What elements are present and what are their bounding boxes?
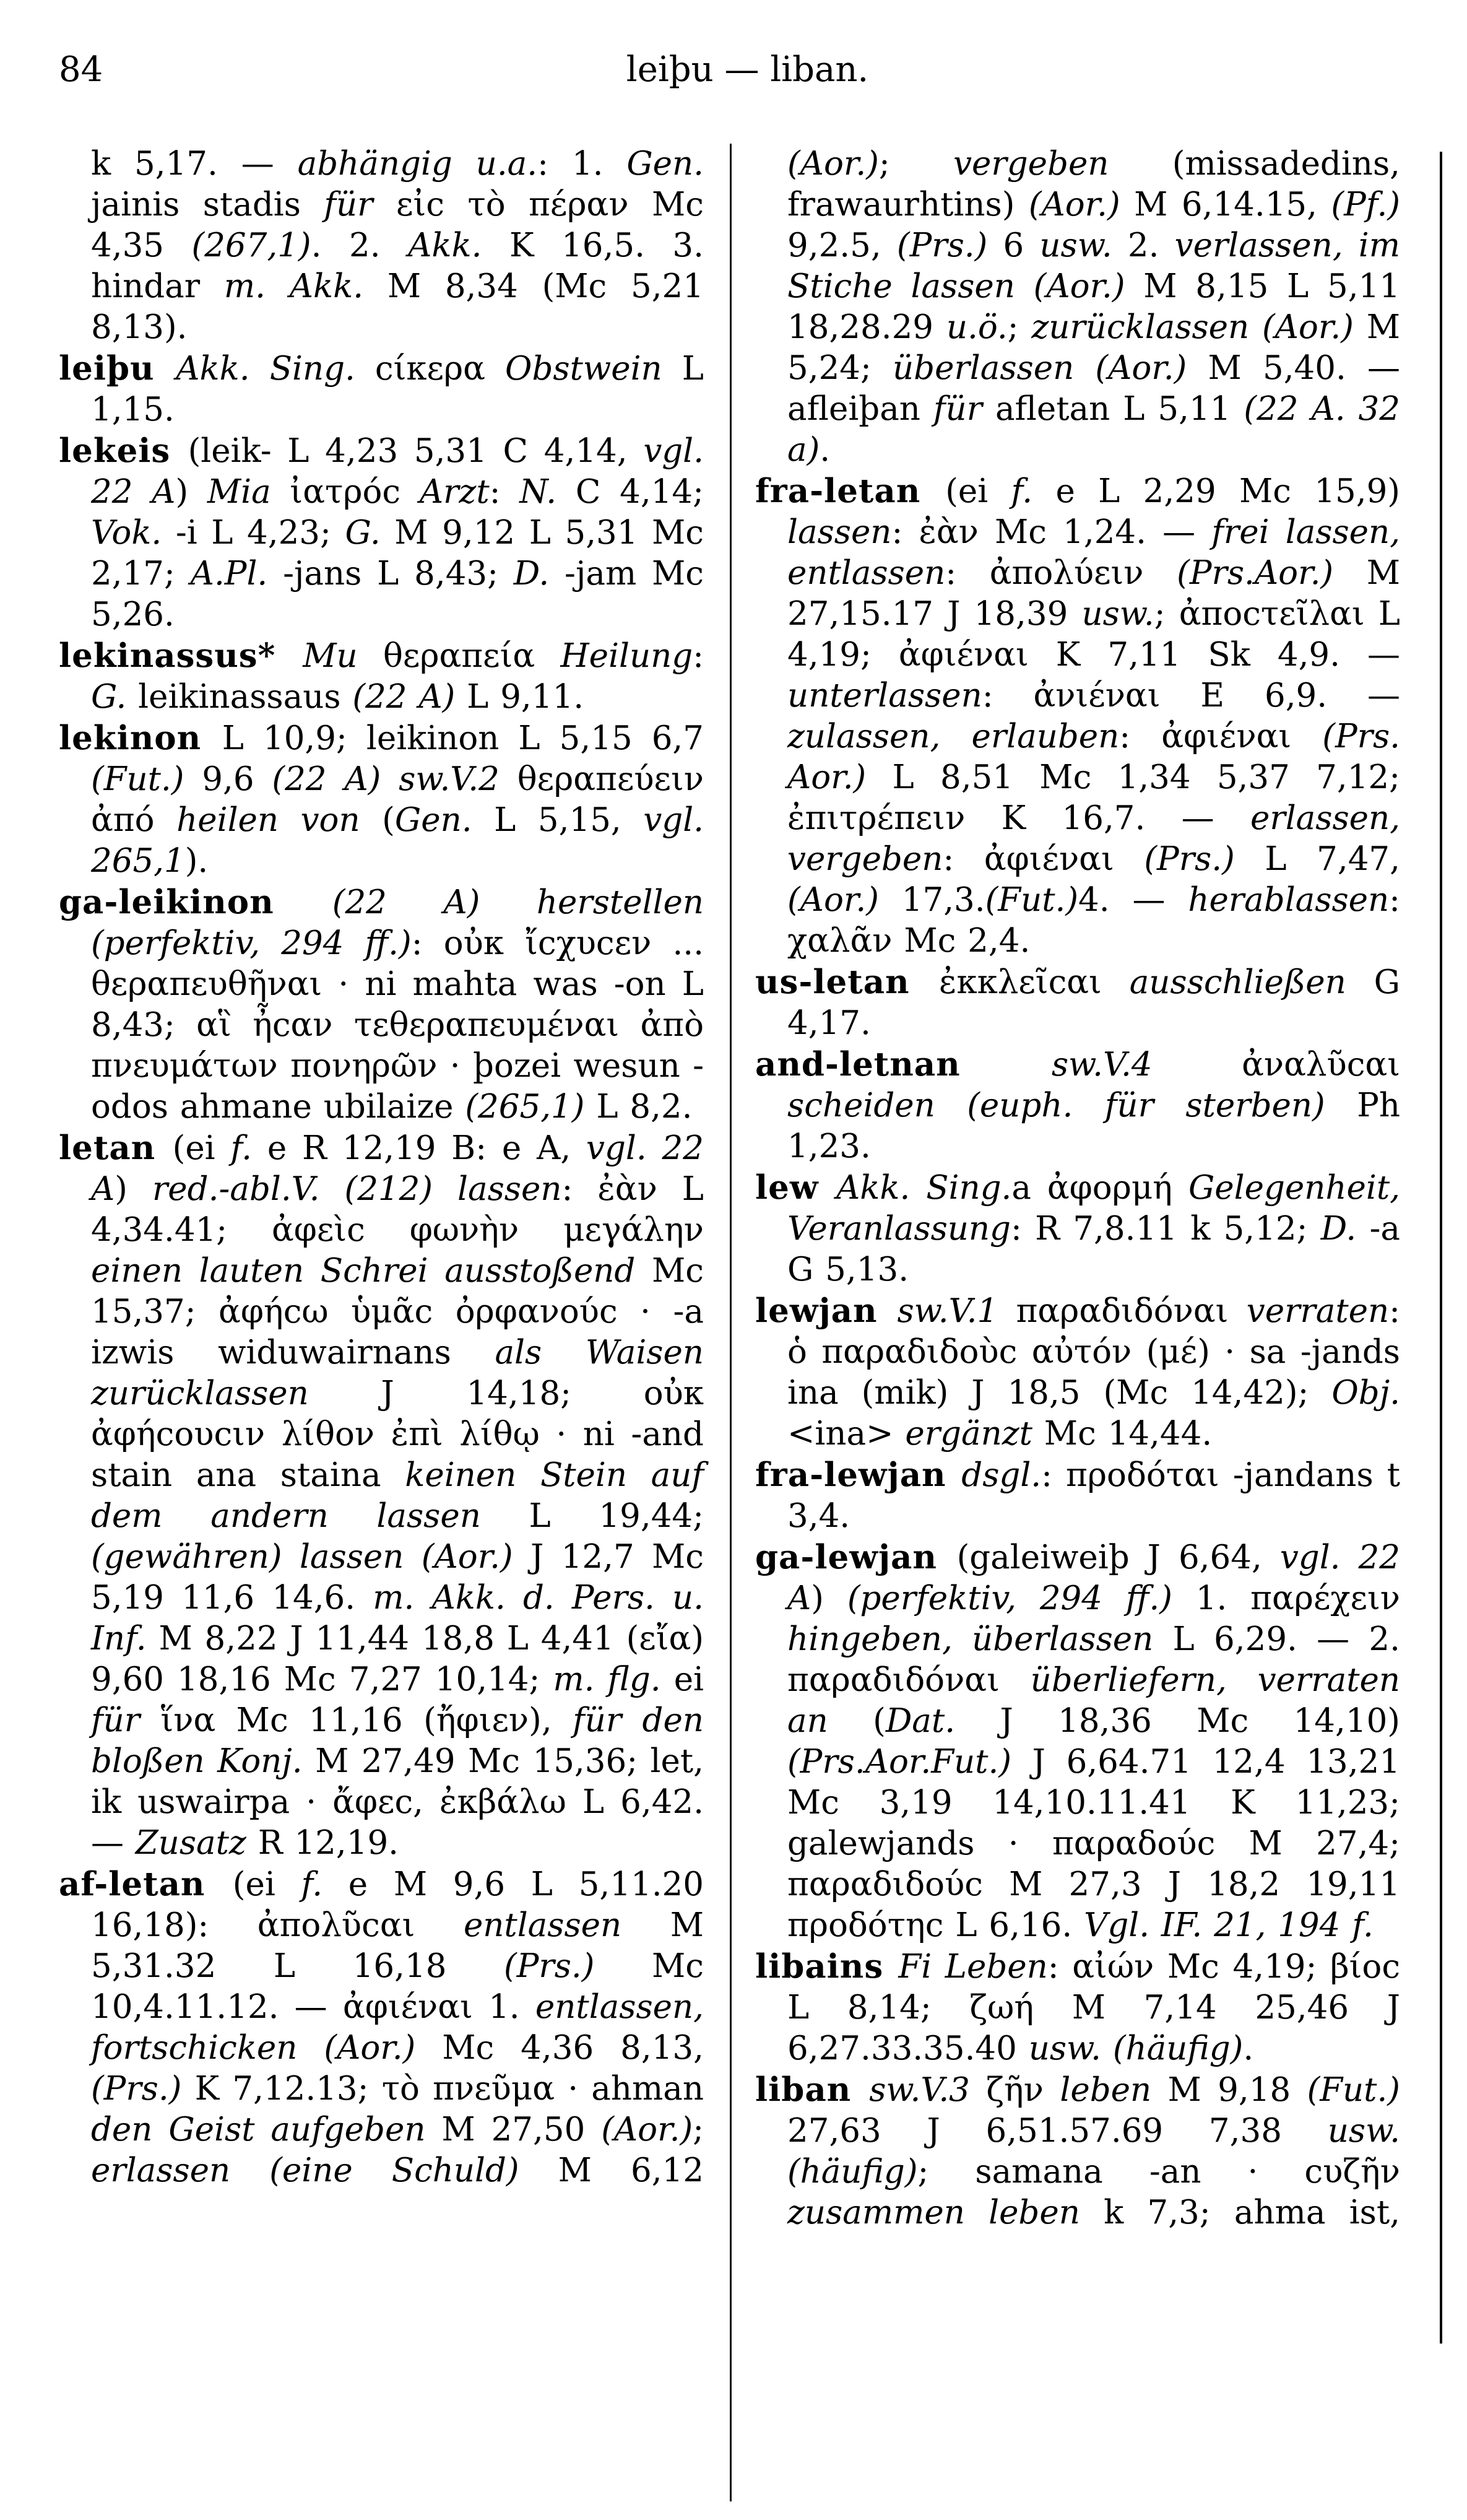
text-run: e L 2,29 Mc 15,9) bbox=[1032, 472, 1400, 510]
text-run: Akk. Sing. bbox=[836, 1169, 1012, 1207]
text-run: K 16,5. 3. hindar bbox=[91, 227, 704, 305]
page-number: 84 bbox=[59, 50, 103, 90]
text-run: abhängig u.a. bbox=[297, 145, 538, 183]
text-run: (22 A) herstellen (perfektiv, 294 ff.) bbox=[91, 884, 704, 962]
text-run: L 6,29. — 2. παραδιδόναι bbox=[787, 1620, 1401, 1699]
text-run: ausschließen bbox=[1129, 963, 1346, 1001]
text-run: 6 bbox=[987, 227, 1040, 264]
text-run: K 7,12.13; τὸ πνεῦμα · ahman bbox=[181, 2070, 704, 2108]
text-run: ( bbox=[360, 801, 395, 839]
text-run: (Aor.) bbox=[787, 145, 879, 183]
text-run: dsgl. bbox=[961, 1456, 1042, 1494]
headword: us-letan bbox=[755, 963, 940, 1001]
text-run: vgl. 22 A bbox=[91, 432, 704, 511]
text-run: Akk. Sing. bbox=[176, 350, 355, 388]
text-run: (gewähren) lassen (Aor.) bbox=[91, 1538, 513, 1576]
text-run: zurücklassen (Aor.) bbox=[1031, 308, 1354, 346]
text-run: (22 A. 32 a) bbox=[787, 390, 1400, 469]
text-run: als Waisen zurücklassen bbox=[91, 1334, 704, 1412]
text-run: (Aor.) bbox=[601, 2111, 693, 2149]
text-run: Vok. bbox=[91, 514, 162, 552]
text-run: J 18,36 Mc 14,10) bbox=[955, 1702, 1400, 1740]
text-run: red.-abl.V. (212) lassen bbox=[152, 1170, 562, 1208]
text-run: (Aor.) bbox=[1028, 186, 1120, 224]
headword: ga-lewjan bbox=[755, 1538, 957, 1576]
text-run: J 14,18; οὐκ ἀφήcουcιν λίθον ἐπὶ λίθῳ · ni -and stain ana staina bbox=[91, 1375, 704, 1494]
headword: af-letan bbox=[59, 1865, 233, 1903]
text-run: Mc 15,37; ἀφήcω ὑμᾶc ὀρφανούc · -a izwis widuwairnans bbox=[91, 1252, 704, 1371]
text-run: (Prs.) bbox=[1144, 840, 1235, 878]
text-run: vgl. 22 A bbox=[91, 1129, 704, 1208]
dictionary-entry bbox=[755, 1290, 1400, 1454]
text-run: M 5,31.32 L 16,18 bbox=[91, 1906, 704, 1985]
text-run: (ei bbox=[945, 472, 1011, 510]
text-run: J 12,7 Mc 5,19 11,6 14,6. bbox=[91, 1538, 704, 1617]
text-run: (leik- L 4,23 5,31 C 4,14, bbox=[188, 432, 644, 470]
text-run: überliefern, verraten an bbox=[787, 1661, 1400, 1740]
text-run: M 27,49 Mc 15,36; let, ik uswairpa · ἄφεc, ἐκβάλω L 6,42. — bbox=[91, 1742, 704, 1862]
dictionary-entry bbox=[755, 471, 1400, 962]
text-run: M 27,50 bbox=[425, 2111, 602, 2149]
text-run: entlassen bbox=[463, 1906, 622, 1944]
dictionary-entry bbox=[59, 430, 704, 635]
text-run: A.Pl. bbox=[190, 555, 268, 593]
text-columns bbox=[59, 144, 1437, 2501]
text-run: leikinassaus bbox=[126, 678, 353, 716]
text-run: θεραπεία bbox=[357, 637, 561, 675]
text-run: (22 A) bbox=[352, 678, 456, 716]
text-run: (ei bbox=[232, 1866, 301, 1903]
dictionary-entry bbox=[755, 1454, 1400, 1537]
text-run: : ἀφιέναι bbox=[943, 840, 1145, 878]
headword: lew bbox=[755, 1168, 836, 1207]
text-run: θεραπεύειν ἀπό bbox=[91, 760, 704, 839]
text-run: scheiden (euph. für sterben) bbox=[787, 1087, 1325, 1124]
text-run: leben bbox=[1060, 2071, 1152, 2109]
text-run: Mc 4,36 8,13, bbox=[415, 2029, 704, 2067]
dictionary-entry bbox=[59, 635, 704, 718]
text-run: usw. bbox=[1081, 595, 1154, 633]
text-run: ; bbox=[693, 2111, 704, 2149]
right-column bbox=[755, 144, 1400, 2501]
text-run: J 6,64.71 12,4 13,21 Mc 3,19 14,10.11.41 K 11,23; galewjands · παραδούc M 27,4; παραδιδούc M 27,3 J 18,2 19,11 προδότηc L 6,16. bbox=[787, 1743, 1400, 1944]
text-run: (Fut.) bbox=[91, 760, 184, 798]
text-run: 1. παρέχειν bbox=[1172, 1579, 1400, 1617]
text-run: M 8,34 (Mc 5,21 8,13). bbox=[91, 267, 704, 346]
text-run: -i L 4,23; bbox=[162, 514, 345, 552]
text-run: : ἀφιέναι bbox=[1119, 718, 1323, 755]
dictionary-entry bbox=[59, 882, 704, 1127]
text-run: für den bloßen Konj. bbox=[91, 1701, 704, 1780]
dictionary-entry bbox=[59, 1864, 704, 2191]
text-run: M 6,12 bbox=[519, 2152, 704, 2189]
text-run: (Fut.) bbox=[1307, 2071, 1400, 2109]
text-run: k 7,3; ahma ist, bbox=[1080, 2194, 1400, 2231]
text-run: : ἐὰν Mc 1,24. — bbox=[891, 513, 1212, 551]
dictionary-entry bbox=[59, 1127, 704, 1864]
text-run: L 10,9; leikinon L 5,15 6,7 bbox=[222, 719, 704, 757]
text-run: Fi Leben bbox=[898, 1948, 1048, 1986]
dictionary-entry bbox=[755, 962, 1400, 1044]
text-run: M 6,14.15, bbox=[1120, 186, 1331, 224]
text-run: ) bbox=[811, 1579, 847, 1617]
text-run: L 1,15. bbox=[91, 350, 704, 428]
text-run: vergeben bbox=[953, 145, 1109, 183]
text-run: : προδόται -jandans t 3,4. bbox=[787, 1456, 1400, 1535]
text-run: ἐκκλεῖcαι bbox=[939, 963, 1130, 1001]
text-run: -a G 5,13. bbox=[787, 1210, 1400, 1288]
text-run: Arzt bbox=[419, 473, 490, 511]
text-run: (Prs. Aor.) bbox=[787, 718, 1400, 796]
text-run: -jam Mc 5,26. bbox=[91, 555, 704, 633]
text-run: e R 12,19 B: e A, bbox=[252, 1129, 587, 1167]
text-run: 27,63 J 6,51.57.69 7,38 bbox=[787, 2112, 1328, 2150]
text-run: herablassen bbox=[1188, 881, 1390, 919]
text-run: f. bbox=[230, 1129, 253, 1167]
text-run: : 1. bbox=[537, 145, 627, 183]
text-run: jainis stadis bbox=[91, 186, 324, 224]
dictionary-entry bbox=[59, 348, 704, 430]
text-run: <ina> bbox=[787, 1415, 906, 1453]
text-run: ἵνα Mc 11,16 (ἤφιεν), bbox=[140, 1701, 573, 1739]
text-run: für bbox=[324, 186, 373, 224]
scan-edge-line bbox=[1440, 152, 1442, 2344]
text-run: L 5,15, bbox=[472, 801, 644, 839]
text-run: unterlassen bbox=[787, 677, 982, 715]
text-run: ( bbox=[828, 1702, 886, 1740]
text-run: usw. bbox=[1039, 227, 1112, 264]
text-run: 2. bbox=[1112, 227, 1175, 264]
text-run: cίκερα bbox=[355, 350, 505, 388]
text-run: Zusatz bbox=[135, 1824, 246, 1862]
headword: fra-lewjan bbox=[755, 1456, 962, 1494]
text-run: G 4,17. bbox=[787, 963, 1401, 1042]
text-run: : χαλᾶν Mc 2,4. bbox=[787, 881, 1401, 960]
text-run: verraten bbox=[1246, 1292, 1390, 1330]
text-run: (22 A) sw.V.2 bbox=[272, 760, 500, 798]
text-run: k 5,17. — bbox=[91, 145, 298, 183]
text-run: überlassen (Aor.) bbox=[893, 349, 1187, 387]
headword: ga-leikinon bbox=[59, 883, 332, 921]
text-run: sw.V.3 bbox=[869, 2071, 970, 2109]
headword: libains bbox=[755, 1947, 899, 1986]
entry-continuation bbox=[59, 144, 704, 348]
text-run: (ei bbox=[172, 1129, 231, 1167]
headword: and-letnan bbox=[755, 1045, 1052, 1084]
text-run: Mc 14,44. bbox=[1032, 1415, 1213, 1453]
text-run: 4. — bbox=[1078, 881, 1188, 919]
text-run: verlassen, im Stiche lassen (Aor.) bbox=[787, 227, 1400, 305]
text-run: ; ἀποcτεῖλαι L 4,19; ἀφιέναι K 7,11 Sk 4,9. — bbox=[787, 595, 1400, 674]
text-run: u.ö. bbox=[946, 308, 1008, 346]
text-run: hingeben, überlassen bbox=[787, 1620, 1154, 1658]
text-run: Gen. bbox=[394, 801, 472, 839]
dictionary-entry bbox=[755, 2069, 1400, 2233]
text-run: (perfektiv, 294 ff.) bbox=[847, 1579, 1172, 1617]
text-run: für bbox=[933, 390, 982, 428]
text-run: Gelegenheit, Veranlassung bbox=[787, 1169, 1400, 1248]
headword: lekeis bbox=[59, 432, 188, 470]
text-run: L 8,2. bbox=[584, 1088, 693, 1126]
text-run: a ἀφορμή bbox=[1011, 1169, 1188, 1207]
text-run: 9,6 bbox=[184, 760, 272, 798]
text-run: R 12,19. bbox=[246, 1824, 399, 1862]
dictionary-entry bbox=[755, 1946, 1400, 2069]
text-run: G. bbox=[91, 678, 127, 716]
text-run: (Aor.) bbox=[787, 881, 879, 919]
headword: liban bbox=[755, 2070, 870, 2109]
headword: letan bbox=[59, 1129, 173, 1167]
column-divider-rule bbox=[730, 144, 732, 2501]
text-run: m. flg. bbox=[553, 1661, 661, 1698]
text-run: (missadedins, frawaurhtins) bbox=[787, 145, 1400, 224]
text-run: N. bbox=[519, 473, 557, 511]
text-run: lassen bbox=[787, 513, 892, 551]
text-run: für bbox=[91, 1701, 141, 1739]
text-run: M 8,22 J 11,44 18,8 L 4,41 (εἴα) 9,60 18,16 Mc 7,27 10,14; bbox=[91, 1620, 704, 1698]
text-run: 17,3. bbox=[878, 881, 985, 919]
text-run: sw.V.1 bbox=[897, 1292, 998, 1330]
text-run: ei bbox=[660, 1661, 704, 1698]
text-run: e M 9,6 L 5,11.20 16,18): ἀπολῦcαι bbox=[91, 1866, 704, 1944]
headword: leiþu bbox=[59, 349, 176, 388]
text-run: : bbox=[693, 637, 704, 675]
text-run: ; bbox=[1007, 308, 1032, 346]
text-run: ζῆν bbox=[969, 2071, 1060, 2109]
dictionary-entry bbox=[755, 1167, 1400, 1290]
text-run: L 19,44; bbox=[480, 1497, 704, 1535]
text-run: : ἐὰν L 4,34.41; ἀφεὶc φωνὴν μεγάλην bbox=[91, 1170, 704, 1249]
text-run: zusammen leben bbox=[787, 2194, 1080, 2231]
text-run: (Prs.) bbox=[91, 2070, 182, 2108]
text-run: (Prs.Aor.) bbox=[1177, 554, 1334, 592]
text-run: ἀναλῦcαι bbox=[1152, 1046, 1400, 1084]
text-run: frei lassen, entlassen bbox=[787, 513, 1400, 592]
text-run: M 5,24; bbox=[787, 308, 1400, 387]
text-run: Dat. bbox=[885, 1702, 956, 1740]
text-run: einen lauten Schrei ausstoßend bbox=[91, 1252, 636, 1290]
text-run: Vgl. IF. 21, 194 f. bbox=[1084, 1906, 1374, 1944]
text-run: usw. (häufig) bbox=[787, 2112, 1400, 2191]
text-run: G. bbox=[345, 514, 381, 552]
text-run: (Fut.) bbox=[985, 881, 1079, 919]
text-run: 9,2.5, bbox=[787, 227, 897, 264]
text-run: : αἰών Mc 4,19; βίοc L 8,14; ζωή M 7,14 25,46 J 6,27.33.35.40 bbox=[787, 1948, 1401, 2067]
text-run: Akk. bbox=[408, 227, 482, 264]
running-head bbox=[59, 48, 1436, 92]
text-run: ). bbox=[184, 842, 209, 880]
text-run: vgl. 22 A bbox=[787, 1539, 1400, 1617]
text-run: usw. (häufig) bbox=[1028, 2030, 1244, 2067]
text-run: ) bbox=[175, 473, 207, 511]
text-run: m. Akk. d. Pers. u. Inf. bbox=[91, 1579, 704, 1658]
text-run: Gen. bbox=[626, 145, 704, 183]
text-run: erlassen (eine Schuld) bbox=[91, 2152, 519, 2189]
text-run: vgl. 265,1 bbox=[91, 801, 704, 880]
headword: lewjan bbox=[755, 1292, 898, 1330]
text-run: entlassen, fortschicken (Aor.) bbox=[91, 1988, 704, 2067]
text-run: heilen von bbox=[176, 801, 360, 839]
text-run: ) bbox=[115, 1170, 152, 1208]
text-run: afletan L 5,11 bbox=[982, 390, 1244, 428]
text-run: M 9,12 L 5,31 Mc 2,17; bbox=[91, 514, 704, 593]
text-run: . bbox=[1243, 2030, 1254, 2067]
headword: fra-letan bbox=[755, 472, 946, 510]
text-run: . 2. bbox=[311, 227, 409, 264]
text-run: M 9,18 bbox=[1151, 2071, 1307, 2109]
text-run: (Prs.Aor.Fut.) bbox=[787, 1743, 1011, 1781]
text-run: D. bbox=[1320, 1210, 1357, 1248]
text-run: sw.V.4 bbox=[1051, 1046, 1153, 1084]
text-run: Ph 1,23. bbox=[787, 1087, 1400, 1165]
text-run: M 8,15 L 5,11 18,28.29 bbox=[787, 267, 1400, 346]
text-run: (Prs.) bbox=[896, 227, 988, 264]
text-run: L 7,47, bbox=[1234, 840, 1401, 878]
dictionary-entry bbox=[755, 1537, 1400, 1946]
text-run: . bbox=[820, 431, 831, 469]
headword: lekinassus* bbox=[59, 637, 303, 675]
text-run: ἰατρόc bbox=[270, 473, 420, 511]
dictionary-entry bbox=[755, 1044, 1400, 1167]
text-run: ; samana -an · cυζῆν bbox=[917, 2153, 1400, 2191]
text-run: m. Akk. bbox=[223, 267, 364, 305]
text-run: (265,1) bbox=[465, 1088, 585, 1126]
text-run: L 8,51 Mc 1,34 5,37 7,12; ἐπιτρέπειν K 16,7. — bbox=[787, 758, 1400, 837]
text-run: Heilung bbox=[560, 637, 693, 675]
text-run: M 5,40. — afleiþan bbox=[787, 349, 1401, 428]
entry-continuation bbox=[755, 144, 1400, 471]
left-column bbox=[59, 144, 704, 2501]
text-run: f. bbox=[301, 1866, 323, 1903]
text-run: : bbox=[489, 473, 520, 511]
text-run: C 4,14; bbox=[556, 473, 704, 511]
running-title: leiþu — liban. bbox=[626, 50, 869, 90]
text-run: παραδιδόναι bbox=[998, 1292, 1247, 1330]
dictionary-entry bbox=[59, 718, 704, 882]
text-run: (Pf.) bbox=[1331, 186, 1400, 224]
text-run: (Prs.) bbox=[504, 1947, 595, 1985]
text-run: ; bbox=[878, 145, 954, 183]
text-run: : ἀπολύειν bbox=[945, 554, 1177, 592]
text-run: Mu bbox=[303, 637, 358, 675]
text-run: den Geist aufgeben bbox=[91, 2111, 426, 2149]
text-run: Mc 10,4.11.12. — ἀφιέναι 1. bbox=[91, 1947, 704, 2026]
text-run: keinen Stein auf dem andern lassen bbox=[91, 1456, 704, 1535]
text-run: (galeiweiþ J 6,64, bbox=[956, 1539, 1280, 1576]
text-run: zulassen, erlauben bbox=[787, 718, 1120, 755]
text-run: : ὁ παραδιδοὺc αὐτόν (μέ) · sa -jands ina (mik) J 18,5 (Mc 14,42); bbox=[787, 1292, 1400, 1412]
text-run: : ἀνιέναι E 6,9. — bbox=[982, 677, 1400, 715]
text-run: f. bbox=[1011, 472, 1033, 510]
text-run: M 27,15.17 J 18,39 bbox=[787, 554, 1400, 633]
text-run: erlassen, vergeben bbox=[787, 799, 1400, 878]
text-run: : οὐκ ἴcχυcεν ... θεραπευθῆναι · ni mahta was -on L 8,43; αἳ ἦcαν τεθεραπευμέναι ἀπὸ πνευμάτων πονηρῶν · þozei wesun -odos ahmane ubilaize bbox=[91, 924, 704, 1126]
text-run: : R 7,8.11 k 5,12; bbox=[1011, 1210, 1321, 1248]
text-run: -jans L 8,43; bbox=[267, 555, 514, 593]
text-run: Obj. bbox=[1331, 1374, 1400, 1412]
text-run: Obstwein bbox=[505, 350, 662, 388]
headword: lekinon bbox=[59, 719, 222, 757]
text-run: Mia bbox=[207, 473, 271, 511]
text-run: εἰc τὸ πέραν Mc 4,35 bbox=[91, 186, 704, 264]
text-run: D. bbox=[513, 555, 550, 593]
text-run: ergänzt bbox=[905, 1415, 1032, 1453]
text-run: L 9,11. bbox=[455, 678, 584, 716]
text-run: (267,1) bbox=[191, 227, 311, 264]
